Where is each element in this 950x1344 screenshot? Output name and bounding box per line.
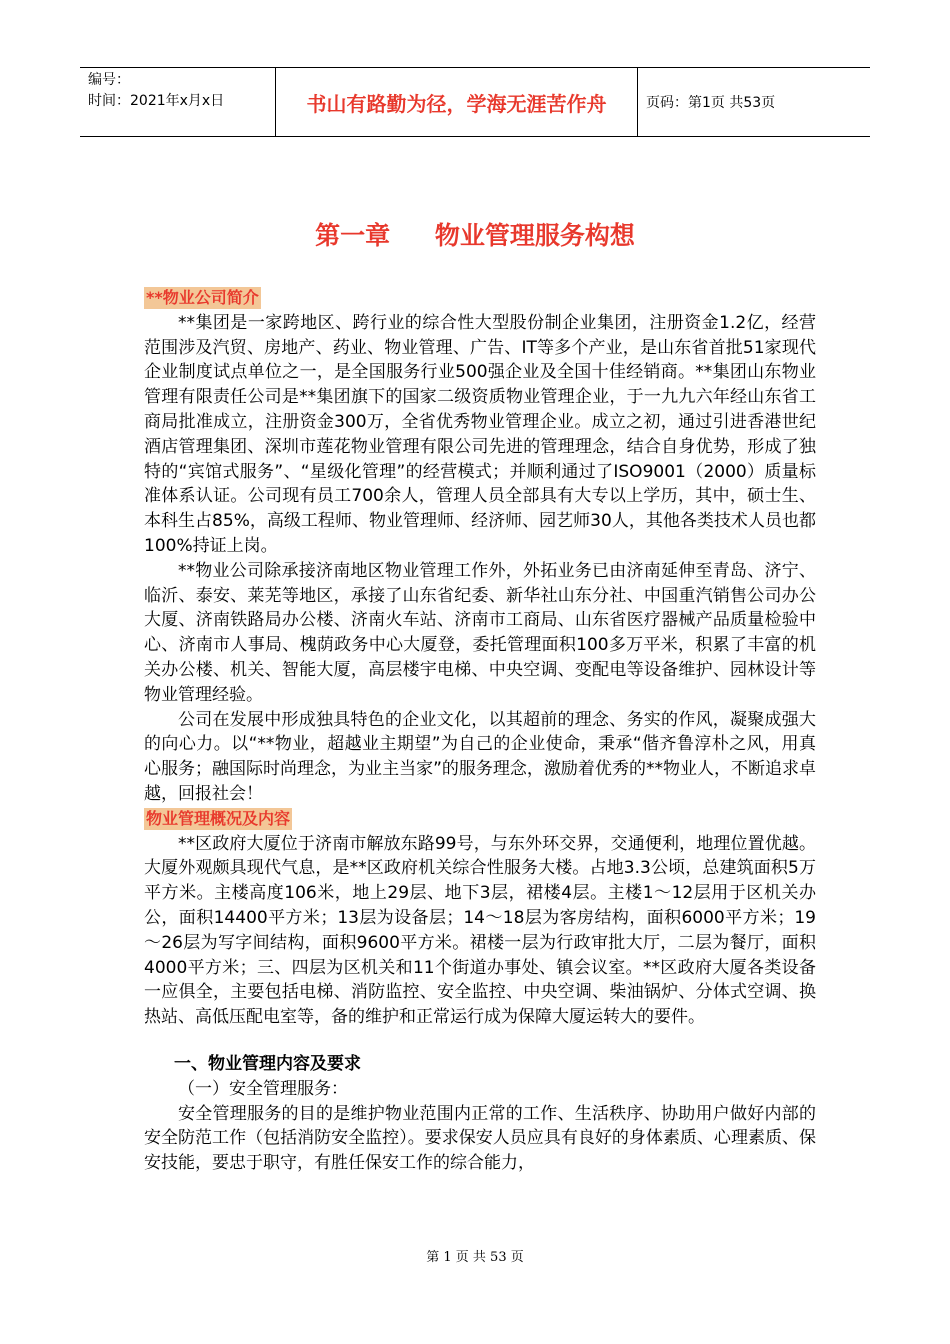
section-heading-overview: 物业管理概况及内容: [146, 808, 291, 828]
document-number-label: 编号：: [88, 72, 130, 88]
chapter-name: 物业管理服务构想: [434, 221, 635, 250]
paragraph-company-intro-1: **集团是一家跨地区、跨行业的综合性大型股份制企业集团，注册资金1.2亿，经营范围涉及汽贸、房地产、药业、物业管理、广告、IT等多个产业，是山东省首批51家现代企业制度试点单位之一，是全国服务行业500强企业及全国十佳经销商。**集团山东物业管理有限责任公司是**集团旗下的国家二级资质物业管理企业，于一九九六年经山东省工商局批准成立，注册资金300万，全省优秀物业管理企业。成立之初，通过引进香港世纪酒店管理集团、深圳市莲花物业管理有限公司先进的管理理念，结合自身优势，形成了独特的“宾馆式服务”、“星级化管理”的经营模式；并顺利通过了ISO9001（2000）质量标准体系认证。公司现有员工700余人，管理人员全部具有大专以上学历，其中，硕士生、本科生占85%，高级工程师、物业管理师、经济师、园艺师30人，其他各类技术人员也都100%持证上岗。: [144, 312, 816, 556]
header-meta: [80, 68, 276, 136]
header-motto: 书山有路勤为径，学海无涯苦作舟: [276, 68, 638, 136]
section-heading-requirements: 一、物业管理内容及要求: [174, 1053, 361, 1074]
paragraph-company-intro-3: 公司在发展中形成独具特色的企业文化，以其超前的理念、务实的作风，凝聚成强大的向心力。以“**物业，超越业主期望”为自己的企业使命，秉承“偕齐鲁淳朴之风，用真心服务；融国际时尚理念，为业主当家”的服务理念，激励着优秀的**物业人，不断追求卓越，回报社会！: [144, 709, 816, 804]
page-header: [80, 67, 870, 137]
chapter-title: [0, 216, 950, 252]
paragraph-company-intro-2: **物业公司除承接济南地区物业管理工作外，外拓业务已由济南延伸至青岛、济宁、临沂、泰安、莱芜等地区，承接了山东省纪委、新华社山东分社、中国重汽销售公司办公大厦、济南铁路局办公楼、济南火车站、济南市工商局、山东省医疗器械产品质量检验中心、济南市人事局、槐荫政务中心大厦登，委托管理面积100多万平米，积累了丰富的机关办公楼、机关、智能大厦，高层楼宇电梯、中央空调、变配电等设备维护、园林设计等物业管理经验。: [144, 560, 816, 705]
paragraph-overview-1: **区政府大厦位于济南市解放东路99号，与东外环交界，交通便利，地理位置优越。大厦外观颇具现代气息，是**区政府机关综合性服务大楼。占地3.3公顷，总建筑面积5万平方米。主楼高度106米，地上29层、地下3层，裙楼4层。主楼1～12层用于区机关办公，面积14400平方米；13层为设备层；14～18层为客房结构，面积6000平方米；19～26层为写字间结构，面积9600平方米。裙楼一层为行政审批大厅，二层为餐厅，面积4000平方米；三、四层为区机关和11个街道办事处、镇会议室。**区政府大厦各类设备一应俱全，主要包括电梯、消防监控、安全监控、中央空调、柴油锅炉、分体式空调、换热站、高低压配电室等，备的维护和正常运行成为保障大厦运转大的要件。: [144, 833, 816, 1028]
chapter-number: 第一章: [315, 221, 391, 250]
subsection-heading-security: （一）安全管理服务：: [178, 1078, 348, 1099]
document-time-label: 时间：2021年x月x日: [88, 93, 225, 109]
section-heading-company-intro: **物业公司简介: [146, 288, 259, 307]
header-page-info: 页码：第1页 共53页: [646, 95, 776, 111]
document-body: [144, 286, 816, 1176]
paragraph-security-1: 安全管理服务的目的是维护物业范围内正常的工作、生活秩序、协助用户做好内部的安全防范工作（包括消防安全监控）。要求保安人员应具有良好的身体素质、心理素质、保安技能，要忠于职守，有胜任保安工作的综合能力，: [144, 1103, 816, 1174]
page-footer: 第 1 页 共 53 页: [426, 1250, 524, 1265]
